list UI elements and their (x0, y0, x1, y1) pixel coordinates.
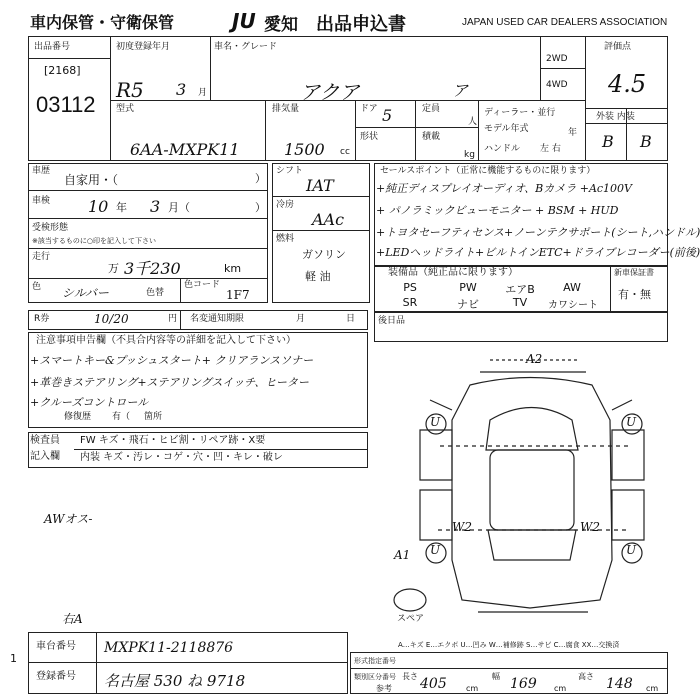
load-label: 積載 (422, 132, 441, 142)
exterior-grade: B (602, 132, 614, 151)
lot-bracket-no: [2168] (44, 64, 81, 77)
remarks-frame (374, 312, 668, 342)
mileage-label: 走行 (32, 252, 51, 262)
sales-points-label: セールスポイント（正常に機能するものに限ります） (380, 166, 596, 176)
mark-top: A2 (526, 352, 543, 366)
equip-ps: PS (403, 281, 417, 294)
load-unit: kg (464, 150, 475, 160)
displacement-value: 1500 (284, 140, 325, 159)
fuel-gasoline: ガソリン (302, 248, 346, 261)
dim-length-label: 長さ (402, 672, 418, 681)
dim-height-unit: cm (646, 684, 659, 693)
equip-navi: ナビ (457, 298, 479, 311)
displacement-label: 排気量 (272, 104, 300, 114)
inspector-label-1: 検査員 (30, 435, 60, 446)
history-paren: ） (255, 172, 266, 185)
model-code-value: 6AA-MXPK11 (130, 140, 240, 159)
registration-month: 3 (176, 80, 187, 99)
reg-number-label: 登録番号 (36, 671, 76, 682)
repair-value: 有（ (112, 412, 131, 422)
rticket-yen: 円 (168, 314, 178, 324)
mileage-value: 3千230 (124, 259, 181, 278)
capacity-unit: 人 (468, 117, 478, 127)
dim-ref-label: 参考 (376, 684, 392, 693)
model-name-label: 車名・グレード (214, 42, 278, 52)
notes-line-3: +クルーズコントロール (30, 396, 149, 409)
registration-month-unit: 月 (198, 88, 208, 98)
lot-number: 03112 (36, 92, 96, 117)
grade-score-value: 4.5 (608, 70, 647, 98)
mark-front-right: U (626, 415, 637, 429)
dim-label-1: 形式指定番号 (354, 657, 396, 665)
drive-2wd: 2WD (546, 54, 568, 64)
dim-height-label: 高さ (578, 672, 594, 681)
drive-4wd: 4WD (546, 80, 568, 90)
sales-line-1: +純正ディスプレイオーディオ、Bカメラ +Ac100V (376, 182, 632, 195)
shift-value: IAT (306, 176, 334, 195)
mileage-unit: km (224, 262, 242, 275)
notes-line-2: +革巻きステアリング+ステアリングスイッチ、ヒーター (30, 376, 309, 389)
name-change-label: 名変通知期限 (190, 314, 245, 324)
grade-score-label: 評価点 (604, 42, 632, 52)
mileage-man: 万 (108, 262, 119, 275)
sales-line-4: +LEDヘッドライト+ビルトインETC+ドライブレコーダー(前後) (376, 246, 700, 259)
equip-sr: SR (402, 296, 418, 309)
shift-label: シフト (276, 166, 304, 176)
mark-front-left: U (430, 415, 441, 429)
capacity-label: 定員 (422, 104, 441, 114)
cooler-value: AAc (312, 210, 345, 229)
chassis-label: 車台番号 (36, 641, 76, 652)
lot-label: 出品番号 (34, 42, 71, 52)
equip-pw: PW (459, 281, 477, 294)
equip-airbag: エアB (505, 283, 535, 296)
dim-height-value: 148 (606, 676, 633, 692)
inspection-form-label: 受検形態 (32, 223, 69, 233)
equipment-label: 装備品（純正品に限ります） (388, 267, 518, 278)
rticket-label: R券 (34, 314, 50, 324)
bottom-left-mark: 右A (62, 612, 83, 626)
fuel-label: 燃料 (276, 234, 295, 244)
registration-label: 初度登録年月 (116, 42, 171, 52)
warranty-label: 新車保証書 (614, 268, 654, 277)
inspector-label-2: 記入欄 (30, 451, 60, 462)
association-name: JAPAN USED CAR DEALERS ASSOCIATION (462, 17, 668, 28)
handle-options: 左 右 (540, 144, 561, 154)
inspection-year: 10 (88, 197, 109, 216)
shape-label: 形状 (360, 132, 379, 142)
model-year-label: モデル年式 (484, 124, 529, 134)
name-change-month: 月 (296, 314, 306, 324)
fuel-diesel: 軽 油 (305, 270, 331, 283)
mark-mid-left: W2 (452, 520, 472, 534)
inspection-paren: ） (255, 201, 266, 214)
ju-logo: JU (232, 9, 256, 33)
model-code-label: 型式 (116, 104, 135, 114)
damage-legend: A…キズ E…エクボ U…凹み W…補修跡 S…サビ C…腐食 XX…交換済 (398, 641, 620, 649)
remarks-label: 後日品 (378, 316, 406, 326)
inspector-fw-line: FW キズ・飛石・ヒビ割・リペア跡・X要 (80, 435, 266, 446)
cooler-label: 冷房 (276, 200, 295, 210)
handle-label: ハンドル (484, 144, 521, 154)
mark-rear-right: U (626, 543, 637, 557)
inspector-interior-line: 内装 キズ・汚レ・コゲ・穴・凹・キレ・破レ (80, 452, 283, 463)
color-value: シルバー (62, 286, 109, 300)
inspection-month-unit: 月（ (168, 201, 190, 214)
mark-rear-left: U (430, 543, 441, 557)
model-year-unit: 年 (568, 128, 578, 138)
registration-era-year: R5 (116, 78, 144, 102)
inspection-form-note: ※該当するものに○印を記入して下さい (32, 237, 156, 245)
org-name: 愛知 (264, 15, 298, 35)
form-title: 出品申込書 (316, 14, 406, 35)
inspection-month: 3 (150, 197, 161, 216)
dim-width-unit: cm (554, 684, 567, 693)
history-label: 車歴 (32, 166, 51, 176)
dim-width-value: 169 (510, 676, 537, 692)
equip-tv: TV (512, 296, 528, 309)
color-code-value: 1F7 (226, 288, 250, 302)
sales-line-2: + パノラミックビューモニター + BSM + HUD (376, 204, 619, 217)
spare-label: スペア (397, 614, 425, 624)
warranty-value: 有・無 (618, 288, 651, 301)
dim-length-unit: cm (466, 684, 479, 693)
doors-value: 5 (382, 106, 393, 125)
dim-width-label: 幅 (492, 672, 500, 681)
mark-mid-right: W2 (580, 520, 600, 534)
model-grade-value: ア (452, 81, 469, 100)
doors-label: ドア (360, 104, 378, 114)
notes-line-1: +スマートキー&プッシュスタート+ クリアランスソナー (30, 354, 314, 367)
margin-mark: 1 (10, 652, 17, 665)
handwritten-note: AWオス- (44, 512, 93, 526)
history-value: 自家用・（ (64, 173, 119, 187)
color-change-label: 色替 (146, 288, 165, 298)
inspection-label: 車検 (32, 196, 51, 206)
displacement-unit: cc (340, 147, 350, 157)
dealer-label: ディーラー・並行 (484, 108, 556, 118)
sales-line-3: +トヨタセーフティセンス+ノーンテクサポート(シート,ハンドル) (376, 226, 700, 239)
storage-tag: 車内保管・守衛保管 (30, 13, 175, 32)
inspection-year-unit: 年 (116, 201, 127, 214)
dim-label-2: 類別区分番号 (354, 673, 396, 681)
color-code-label: 色コード (184, 280, 221, 290)
ext-int-label: 外装 内装 (596, 112, 635, 122)
color-label: 色 (32, 282, 42, 292)
interior-grade: B (640, 132, 652, 151)
notes-label: 注意事項申告欄（不具合内容等の詳細を記入して下さい） (36, 335, 296, 346)
rticket-value: 10/20 (94, 312, 129, 326)
model-name-value: アクア (300, 80, 360, 104)
chassis-value: MXPK11-2118876 (104, 640, 234, 656)
mark-a1: A1 (394, 548, 411, 562)
repair-label: 修復歴 (64, 412, 92, 422)
name-change-day: 日 (346, 314, 356, 324)
dim-length-value: 405 (420, 676, 447, 692)
equip-aw: AW (563, 281, 581, 294)
repair-place: 箇所 (144, 412, 163, 422)
reg-number-value: 名古屋 530 ね 9718 (104, 672, 246, 690)
equip-leather-seat: カワシート (548, 300, 598, 311)
